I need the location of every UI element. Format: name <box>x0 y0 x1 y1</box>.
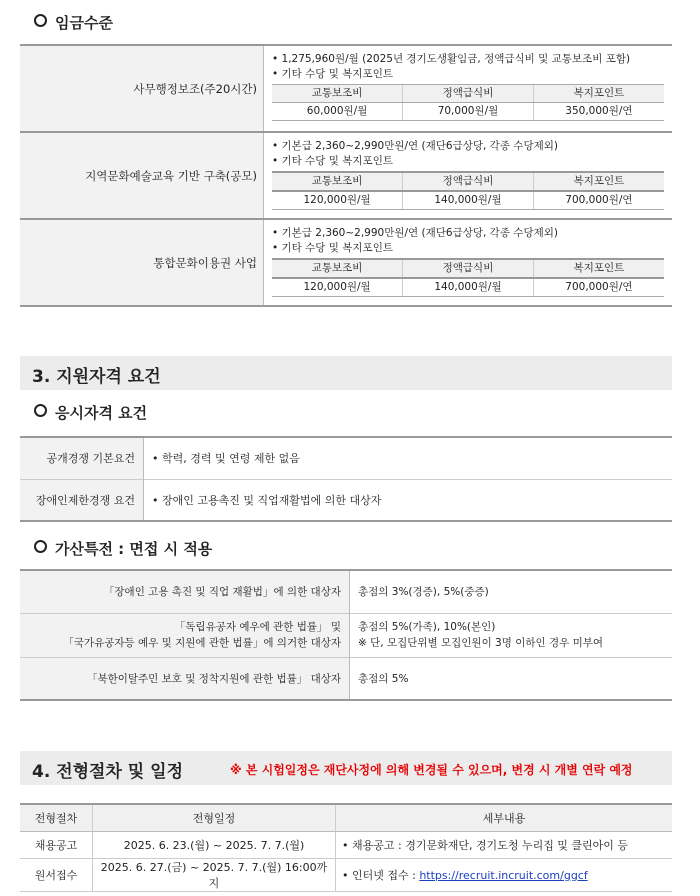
wage-line: • 기본급 2,360~2,990만원/연 (재단6급상당, 각종 수당제외) <box>272 227 558 239</box>
wage-line: • 1,275,960원/월 (2025년 경기도생활임금, 정액급식비 및 교통보조비 포함) <box>272 53 631 65</box>
allowance-head: 정액급식비 <box>403 85 534 103</box>
bonus-note: ※ 단, 모집단위별 모집인원이 3명 이하인 경우 미부여 <box>358 637 604 649</box>
allowance-value: 700,000원/연 <box>533 191 664 210</box>
wage-row-label: 지역문화예술교육 기반 구축(공모) <box>20 132 264 219</box>
allowance-head: 복지포인트 <box>533 85 664 103</box>
eligibility-label: 장애인제한경쟁 요건 <box>20 479 144 521</box>
allowance-head: 정액급식비 <box>403 172 534 191</box>
bonus-row <box>20 657 672 700</box>
allowance-value: 120,000원/월 <box>272 191 403 210</box>
circle-bullet-icon <box>34 404 47 417</box>
section-3-title: 3. 지원자격 요건 <box>32 367 161 387</box>
allowance-head: 복지포인트 <box>533 259 664 278</box>
wage-heading: 임금수준 <box>34 12 113 33</box>
schedule-step: 채용공고 <box>20 832 93 859</box>
allowance-value: 140,000원/월 <box>403 278 534 297</box>
allowance-value: 140,000원/월 <box>403 191 534 210</box>
circle-bullet-icon <box>34 540 47 553</box>
bonus-label: 「북한이탈주민 보호 및 정착지원에 관한 법률」 대상자 <box>86 672 341 685</box>
bonus-row <box>20 570 672 613</box>
wage-row <box>20 45 672 132</box>
bonus-value: 총점의 5%(가족), 10%(본인) <box>358 621 496 633</box>
schedule-col-header: 세부내용 <box>336 804 673 832</box>
allowance-head: 복지포인트 <box>533 172 664 191</box>
recruit-link[interactable]: https://recruit.incruit.com/ggcf <box>419 869 588 882</box>
section-4-bar <box>20 751 672 785</box>
bonus-label: 「독립유공자 예우에 관한 법률」 및 <box>174 621 341 633</box>
bonus-value: 총점의 5% <box>358 672 409 685</box>
wage-table <box>20 44 672 307</box>
schedule-col-header: 전형일정 <box>93 804 336 832</box>
schedule-detail: • 채용공고 : 경기문화재단, 경기도청 누리집 및 클린아이 등 <box>342 839 629 852</box>
section-4-title: 4. 전형절차 및 일정 <box>32 762 183 782</box>
section-3-bar <box>20 356 672 390</box>
allowance-table <box>272 84 664 121</box>
allowance-head: 교통보조비 <box>272 85 403 103</box>
wage-line: • 기본급 2,360~2,990만원/연 (재단6급상당, 각종 수당제외) <box>272 140 558 152</box>
allowance-table <box>272 171 664 210</box>
schedule-date: 2025. 6. 23.(월) ~ 2025. 7. 7.(월) <box>93 832 336 859</box>
circle-bullet-icon <box>34 14 47 27</box>
eligibility-value: • 장애인 고용촉진 및 직업재활법에 의한 대상자 <box>144 479 673 521</box>
allowance-head: 교통보조비 <box>272 172 403 191</box>
schedule-table <box>20 803 672 892</box>
schedule-row <box>20 859 672 892</box>
wage-row-label: 사무행정보조(주20시간) <box>20 45 264 132</box>
allowance-value: 70,000원/월 <box>403 103 534 121</box>
allowance-value: 700,000원/연 <box>533 278 664 297</box>
wage-row <box>20 219 672 306</box>
bonus-value: 총점의 3%(경증), 5%(중증) <box>358 586 489 599</box>
bonus-table <box>20 569 672 701</box>
wage-line: • 기타 수당 및 복지포인트 <box>272 242 393 254</box>
bonus-label: 「장애인 고용 촉진 및 직업 재활법」에 의한 대상자 <box>103 586 341 599</box>
allowance-value: 120,000원/월 <box>272 278 403 297</box>
eligibility-label: 공개경쟁 기본요건 <box>20 437 144 479</box>
eligibility-row <box>20 437 672 479</box>
wage-row-label: 통합문화이용권 사업 <box>20 219 264 306</box>
bonus-row <box>20 613 672 657</box>
allowance-value: 350,000원/연 <box>533 103 664 121</box>
eligibility-row <box>20 479 672 521</box>
allowance-head: 교통보조비 <box>272 259 403 278</box>
schedule-step: 원서접수 <box>20 859 93 892</box>
wage-line: • 기타 수당 및 복지포인트 <box>272 155 393 167</box>
wage-row <box>20 132 672 219</box>
wage-line: • 기타 수당 및 복지포인트 <box>272 68 393 80</box>
allowance-table <box>272 258 664 297</box>
eligibility-value: • 학력, 경력 및 연령 제한 없음 <box>144 437 673 479</box>
schedule-row <box>20 832 672 859</box>
eligibility-heading: 응시자격 요건 <box>34 402 147 423</box>
schedule-detail: • 인터넷 접수 : <box>342 869 420 882</box>
schedule-header <box>20 804 672 832</box>
bonus-label: 「국가유공자등 예우 및 지원에 관한 법률」에 의거한 대상자 <box>63 637 341 649</box>
allowance-head: 정액급식비 <box>403 259 534 278</box>
bonus-heading: 가산특전 : 면접 시 적용 <box>34 538 212 559</box>
schedule-col-header: 전형절차 <box>20 804 93 832</box>
schedule-notice: ※ 본 시험일정은 재단사정에 의해 변경될 수 있으며, 변경 시 개별 연락 예정 <box>230 763 633 777</box>
allowance-value: 60,000원/월 <box>272 103 403 121</box>
eligibility-table <box>20 436 672 522</box>
schedule-date: 2025. 6. 27.(금) ~ 2025. 7. 7.(월) 16:00까지 <box>93 859 336 892</box>
